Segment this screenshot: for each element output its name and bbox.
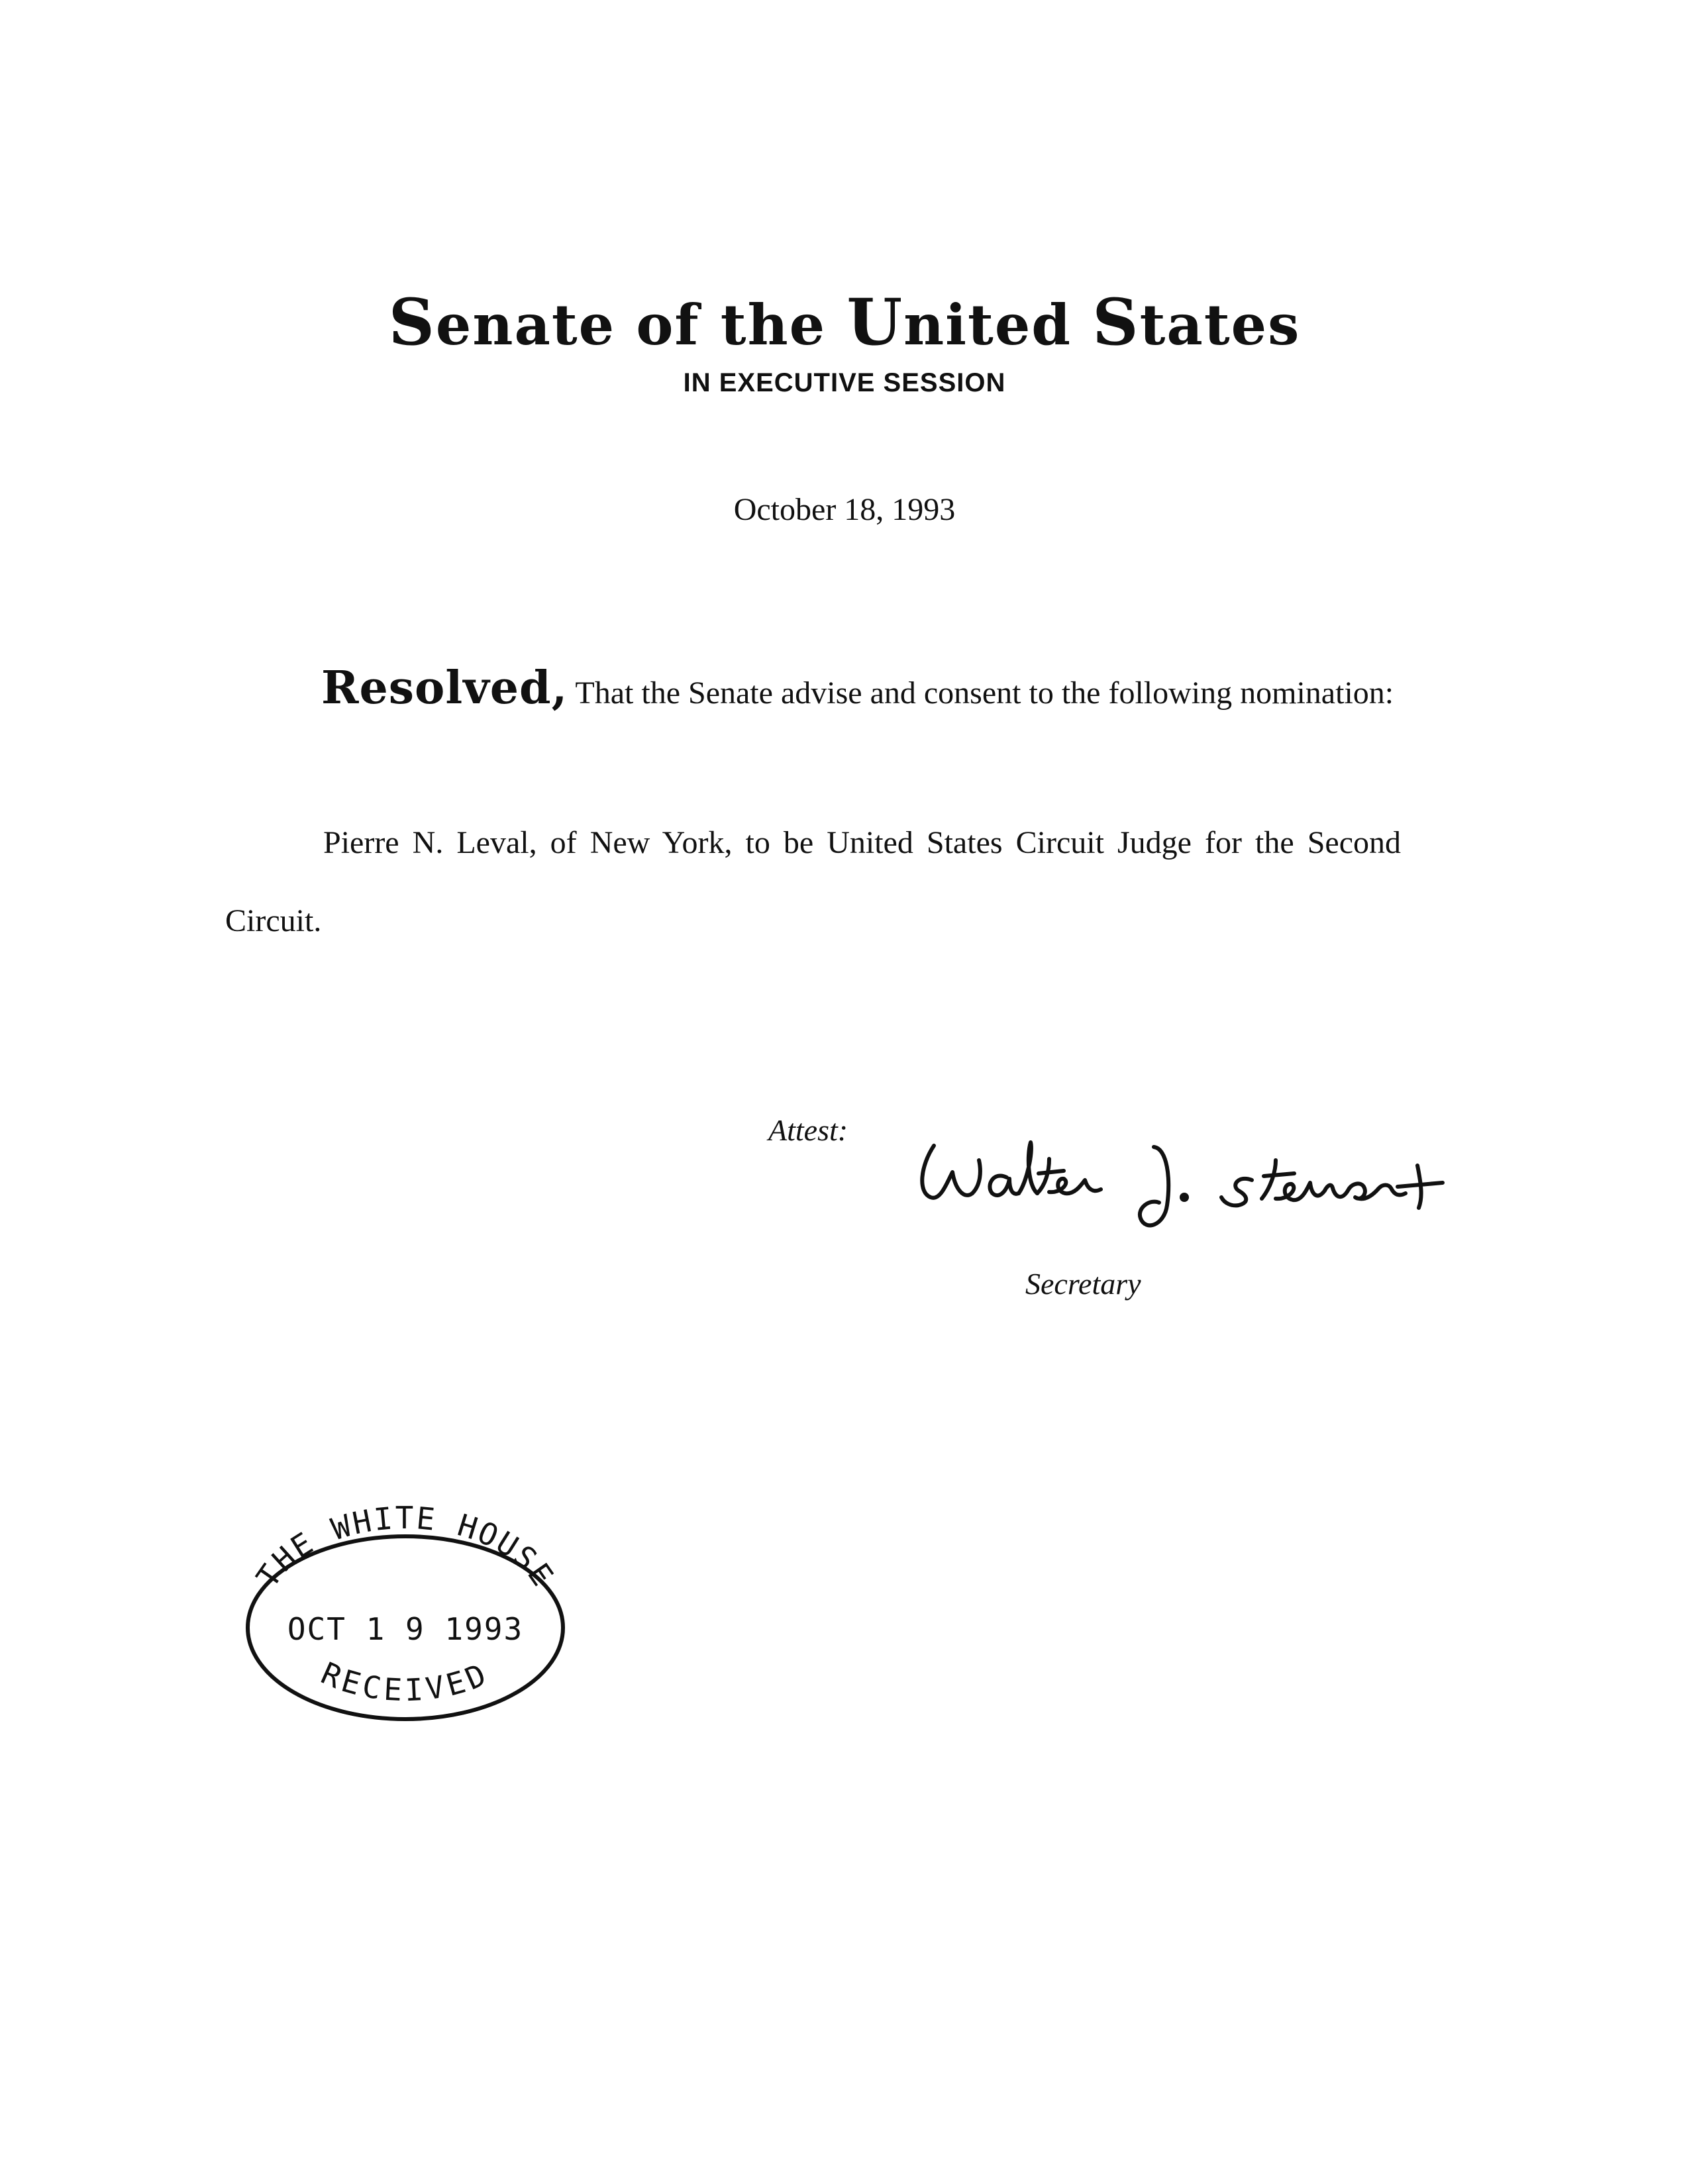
- secretary-title: Secretary: [1025, 1267, 1141, 1301]
- title-word-of: of: [636, 292, 700, 358]
- resolved-keyword: Resolved,: [321, 662, 568, 715]
- title-initial-u: U: [846, 285, 904, 360]
- title-initial-s2: S: [1092, 285, 1140, 360]
- title-word-states: tates: [1139, 292, 1301, 358]
- attest-label: Attest:: [768, 1113, 848, 1147]
- title-initial-s: S: [388, 285, 436, 360]
- stamp-top-text: THE WHITE HOUSE: [249, 1502, 562, 1594]
- document-date: October 18, 1993: [733, 492, 956, 527]
- title-word-united: nited: [903, 292, 1072, 358]
- resolution-paragraph: [225, 649, 1401, 732]
- title-word-the: the: [720, 292, 827, 358]
- secretary-signature: [907, 1119, 1504, 1245]
- document-title: [0, 285, 1689, 360]
- session-subtitle: IN EXECUTIVE SESSION: [683, 368, 1006, 397]
- white-house-received-stamp: [233, 1502, 578, 1727]
- stamp-date: OCT 1 9 1993: [287, 1611, 524, 1647]
- stamp-bottom-text: RECEIVED: [316, 1655, 495, 1709]
- resolution-text: That the Senate advise and consent to the following nomination:: [575, 675, 1394, 711]
- title-word-senate: enate: [435, 292, 616, 358]
- nomination-paragraph: Pierre N. Leval, of New York, to be United States Circuit Judge for the Second Circuit.: [225, 825, 1401, 938]
